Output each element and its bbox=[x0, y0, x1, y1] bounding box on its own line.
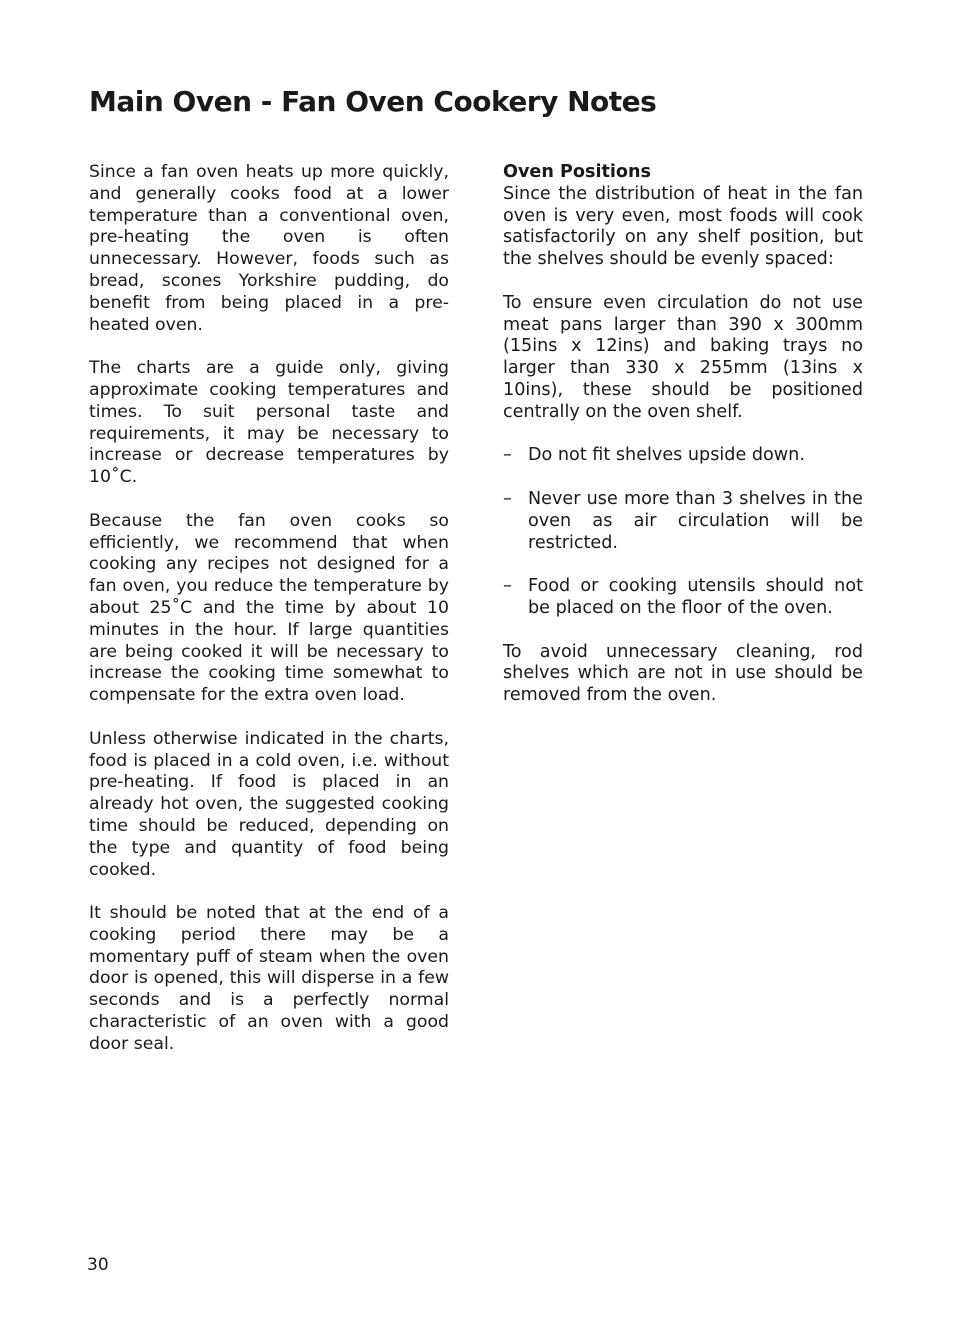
paragraph-heat-distribution: Since the distribution of heat in the fan oven is very even, most foods will cook satisfactorily on any shelf position, but the shelves should be evenly spaced: bbox=[503, 183, 863, 270]
list-item bbox=[503, 445, 863, 467]
list-item-text: Do not fit shelves upside down. bbox=[528, 445, 805, 466]
dash-bullet: – bbox=[503, 445, 512, 466]
paragraph-cold-oven: Unless otherwise indicated in the charts, food is placed in a cold oven, i.e. without pre-heating. If food is placed in an already hot oven, the suggested cooking time should be reduced, depending on the type and quantity of food being cooked. bbox=[89, 728, 449, 880]
paragraph-charts-guide: The charts are a guide only, giving approximate cooking temperatures and times. To suit personal taste and requirements, it may be necessary to increase or decrease temperatures by 10˚C. bbox=[89, 358, 449, 488]
section-heading-oven-positions: Oven Positions bbox=[503, 162, 652, 182]
paragraph-even-circulation: To ensure even circulation do not use meat pans larger than 390 x 300mm (15ins x 12ins) and baking trays no larger than 330 x 255mm (13ins x 10ins), these should be positioned centrally on the oven shelf. bbox=[503, 292, 863, 422]
list-item bbox=[503, 576, 863, 620]
list-item-text: Food or cooking utensils should not be placed on the floor of the oven. bbox=[528, 576, 863, 618]
right-column bbox=[503, 162, 863, 729]
paragraph-avoid-cleaning: To avoid unnecessary cleaning, rod shelves which are not in use should be removed from the oven. bbox=[503, 641, 863, 706]
shelf-rules-list bbox=[503, 445, 863, 619]
dash-bullet: – bbox=[503, 576, 512, 597]
list-item-text: Never use more than 3 shelves in the oven as air circulation will be restricted. bbox=[528, 488, 863, 553]
page-title: Main Oven - Fan Oven Cookery Notes bbox=[89, 85, 657, 118]
paragraph-fan-oven-preheating: Since a fan oven heats up more quickly, and generally cooks food at a lower temperature than a conventional oven, pre-heating the oven is often unnecessary. However, foods such as bread, scones Yorkshire pudding, do benefit from being placed in a pre-heated oven. bbox=[89, 162, 449, 335]
list-item bbox=[503, 489, 863, 554]
left-column bbox=[89, 162, 449, 1077]
dash-bullet: – bbox=[503, 488, 512, 509]
paragraph-steam-puff: It should be noted that at the end of a cooking period there may be a momentary puff of steam when the oven door is opened, this will disperse in a few seconds and is a perfectly normal characteristic of an oven with a good door seal. bbox=[89, 903, 449, 1054]
paragraph-reduce-temperature: Because the fan oven cooks so efficiently, we recommend that when cooking any recipes not designed for a fan oven, you reduce the temperature by about 25˚C and the time by about 10 minutes in the hour. If large quantities are being cooked it will be necessary to increase the cooking time somewhat to compensate for the extra oven load. bbox=[89, 510, 449, 706]
page-number: 30 bbox=[87, 1255, 109, 1275]
